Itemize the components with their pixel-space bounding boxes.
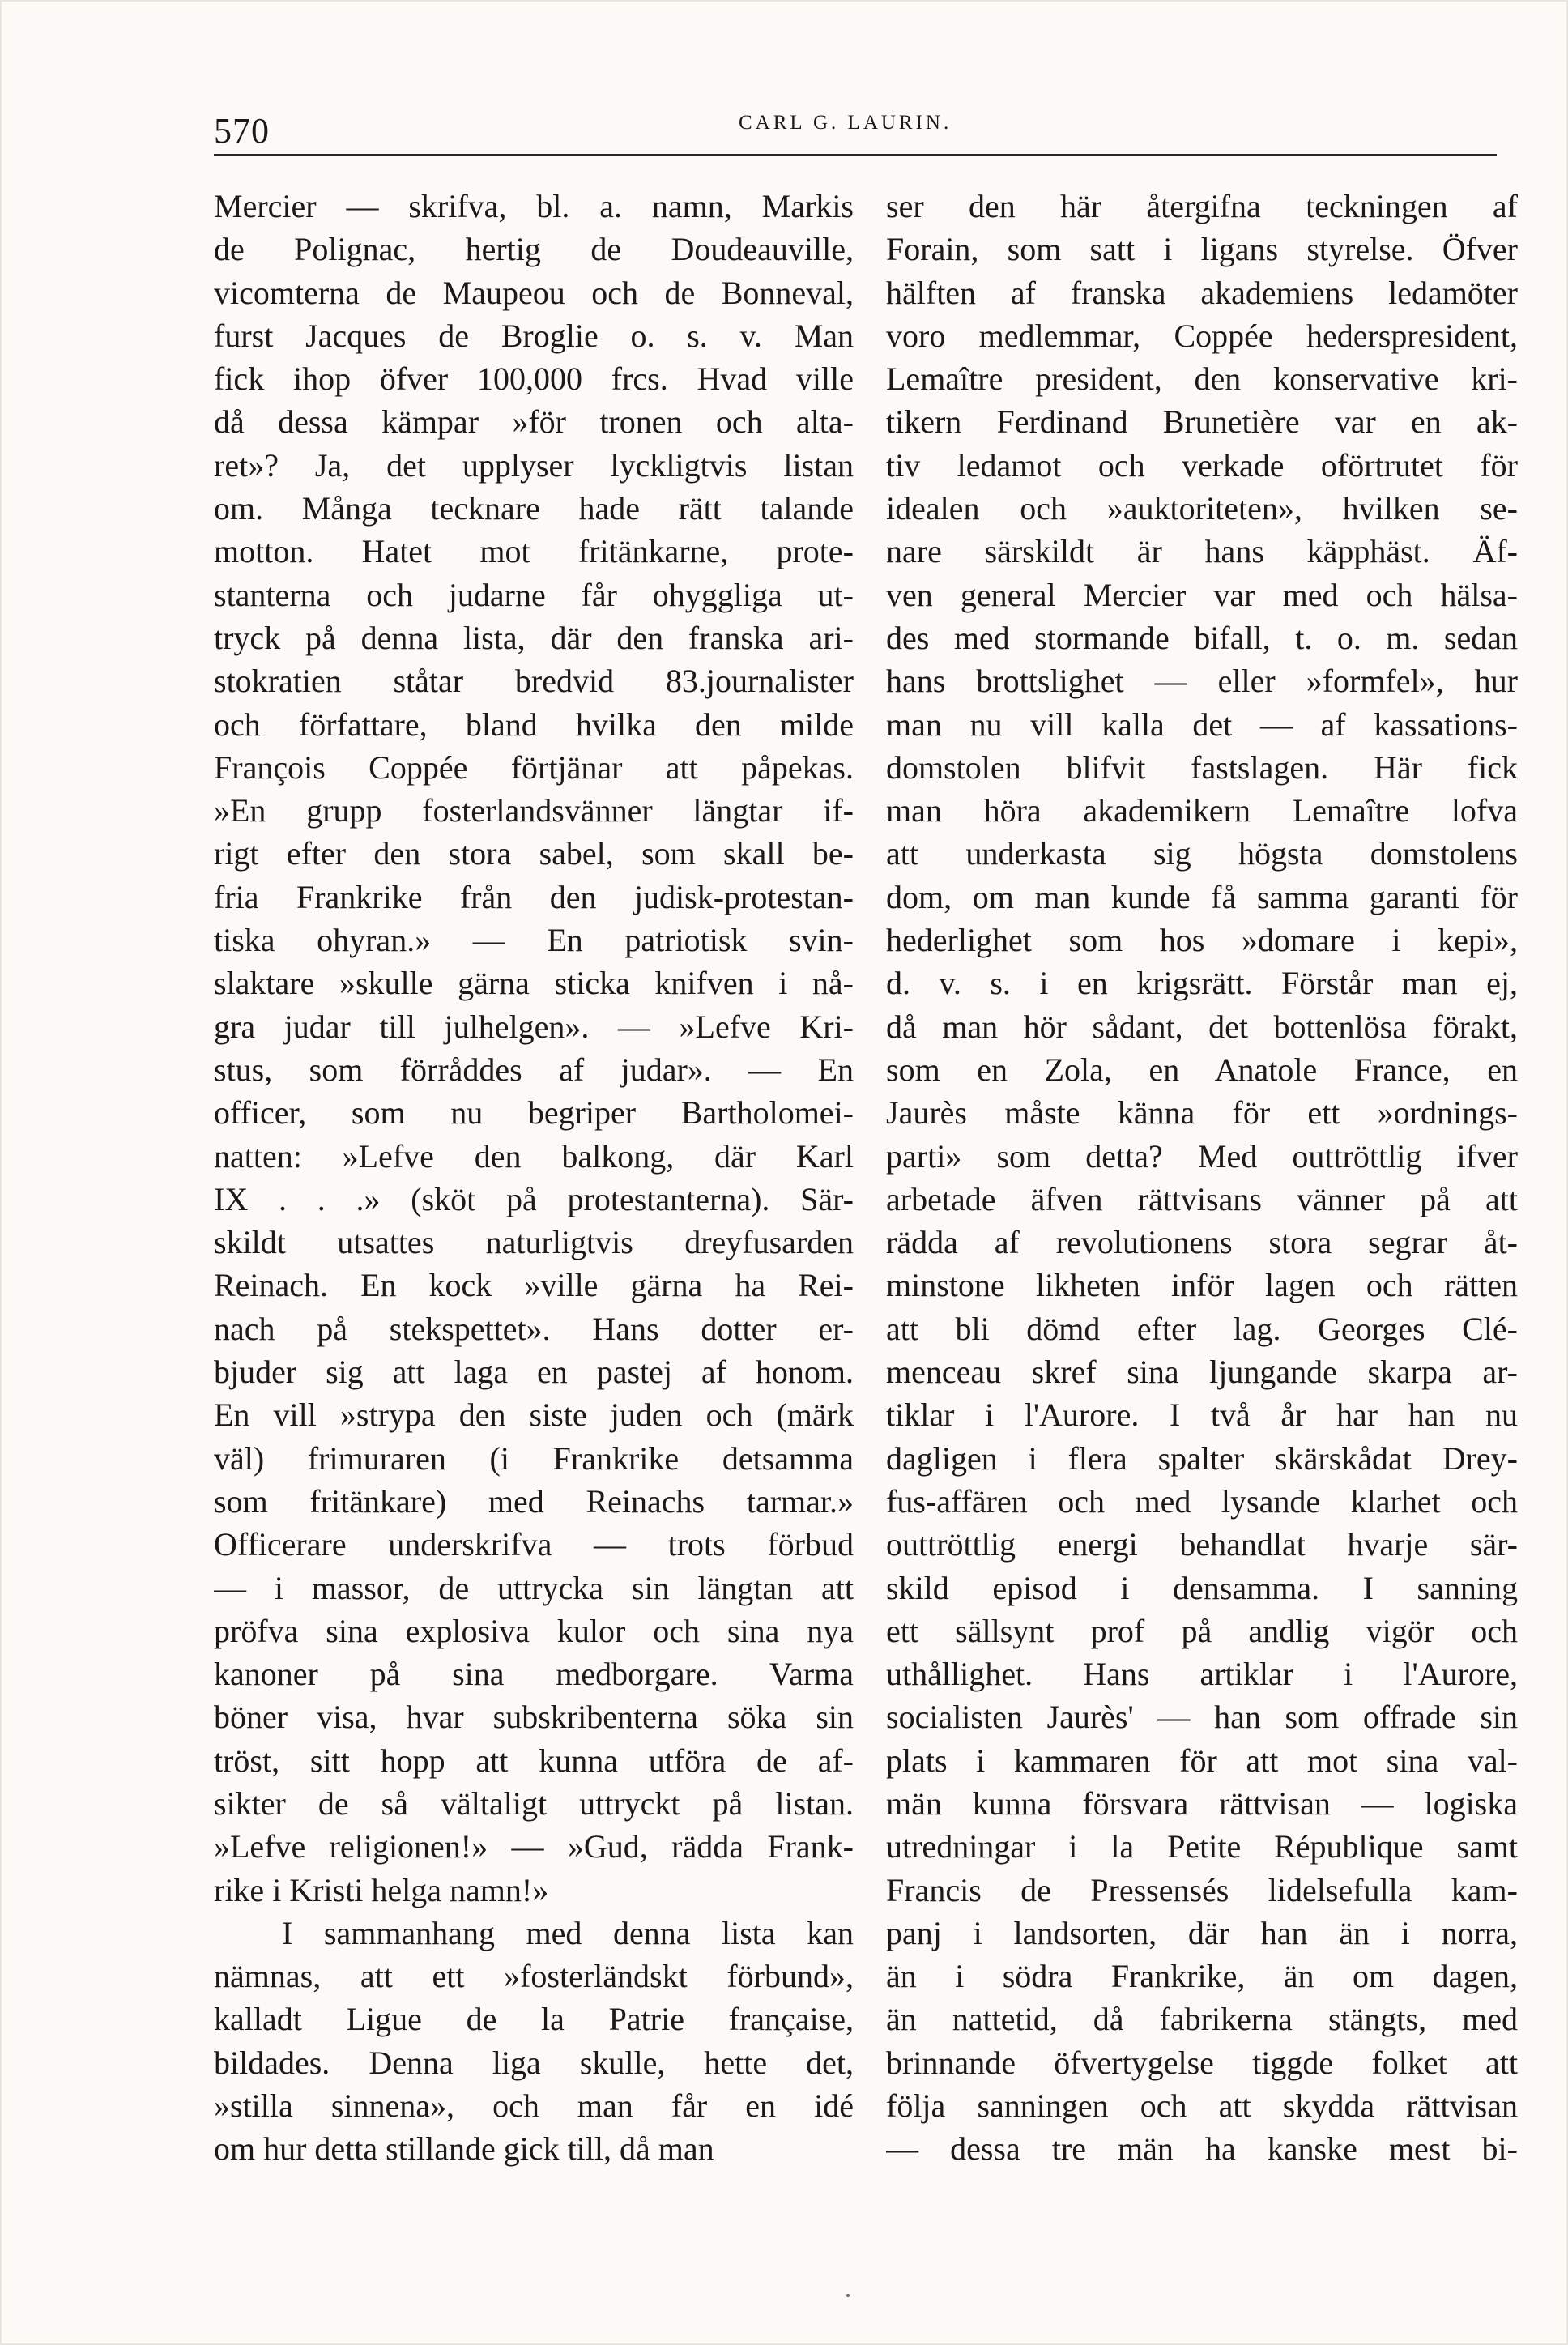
- page-header: [214, 104, 1497, 160]
- text-line: arbetade äfven rättvisans vänner på att: [886, 1180, 1518, 1217]
- text-line: om hur detta stillande gick till, då man: [214, 2130, 714, 2168]
- right-column: [886, 185, 1518, 2171]
- page-number: 570: [214, 111, 270, 151]
- text-line: voro medlemmar, Coppée hederspresident,: [886, 317, 1518, 354]
- text-line: hälften af franska akademiens ledamöter: [886, 274, 1518, 311]
- text-line: socialisten Jaurès' — han som offrade sin: [886, 1699, 1518, 1736]
- text-line: rike i Kristi helga namn!»: [214, 1871, 549, 1908]
- text-line: följa sanningen och att skydda rättvisan: [886, 2087, 1518, 2125]
- text-line: och författare, bland hvilka den milde: [214, 706, 854, 743]
- text-line: tiv ledamot och verkade oförtrutet för: [886, 446, 1518, 484]
- text-line: pröfva sina explosiva kulor och sina nya: [214, 1612, 854, 1649]
- text-line: tiska ohyran.» — En patriotisk svin-: [214, 922, 854, 959]
- text-line: — dessa tre män ha kanske mest bi-: [886, 2130, 1518, 2168]
- text-line: fria Frankrike från den judisk-protestan-: [214, 878, 854, 915]
- text-line: man höra akademikern Lemaître lofva: [886, 792, 1518, 829]
- text-line: Officerare underskrifva — trots förbud: [214, 1526, 854, 1563]
- text-line: rigt efter den stora sabel, som skall be-: [214, 835, 854, 872]
- text-line: Mercier — skrifva, bl. a. namn, Markis: [214, 188, 854, 224]
- text-line: Reinach. En kock »ville gärna ha Rei-: [214, 1267, 854, 1304]
- header-rule: [214, 154, 1497, 156]
- text-line: brinnande öfvertygelse tiggde folket att: [886, 2044, 1518, 2081]
- text-line: ret»? Ja, det upplyser lyckligtvis listan: [214, 446, 854, 484]
- text-line: minstone likheten inför lagen och rätten: [886, 1267, 1518, 1304]
- text-line: nämnas, att ett »fosterländskt förbund»,: [214, 1958, 854, 1995]
- text-line: nare särskildt är hans käpphäst. Äf-: [886, 533, 1518, 570]
- text-line: bildades. Denna liga skulle, hette det,: [214, 2044, 854, 2081]
- text-line: tröst, sitt hopp att kunna utföra de af-: [214, 1742, 854, 1779]
- text-line: motton. Hatet mot fritänkarne, prote-: [214, 533, 854, 570]
- text-line: officer, som nu begriper Bartholomei-: [214, 1094, 854, 1132]
- text-line: menceau skref sina ljungande skarpa ar-: [886, 1354, 1518, 1391]
- text-line: att bli dömd efter lag. Georges Clé-: [886, 1310, 1518, 1347]
- text-line: natten: »Lefve den balkong, där Karl: [214, 1137, 854, 1175]
- text-line: stokratien ståtar bredvid 83.journalister: [214, 663, 854, 700]
- text-line: hederlighet som hos »domare i kepi»,: [886, 922, 1518, 959]
- text-line: slaktare »skulle gärna sticka knifven i nå-: [214, 965, 854, 1002]
- page-speck: [846, 2294, 850, 2297]
- text-line: gra judar till julhelgen». — »Lefve Kri-: [214, 1008, 854, 1045]
- text-line: skild episod i densamma. I sanning: [886, 1569, 1518, 1606]
- text-line: fick ihop öfver 100,000 frcs. Hvad ville: [214, 360, 854, 398]
- running-head: CARL G. LAURIN.: [739, 112, 952, 134]
- text-line: I sammanhang med denna lista kan: [282, 1914, 854, 1951]
- text-line: än i södra Frankrike, än om dagen,: [886, 1958, 1518, 1995]
- text-line: Francis de Pressensés lidelsefulla kam-: [886, 1871, 1518, 1908]
- text-line: — i massor, de uttrycka sin längtan att: [214, 1569, 854, 1606]
- text-line: tryck på denna lista, där den franska ari-: [214, 619, 854, 656]
- text-line: dom, om man kunde få samma garanti för: [886, 878, 1518, 915]
- left-column: [214, 185, 854, 2171]
- text-line: »En grupp fosterlandsvänner längtar if-: [214, 792, 854, 829]
- text-line: män kunna försvara rättvisan — logiska: [886, 1784, 1518, 1822]
- text-line: François Coppée förtjänar att påpekas.: [214, 748, 854, 786]
- text-line: kanoner på sina medborgare. Varma: [214, 1656, 854, 1693]
- text-line: plats i kammaren för att mot sina val-: [886, 1742, 1518, 1779]
- text-line: Lemaître president, den konservative kri-: [886, 360, 1518, 398]
- text-line: d. v. s. i en krigsrätt. Förstår man ej,: [886, 965, 1518, 1002]
- text-line: rädda af revolutionens stora segrar åt-: [886, 1224, 1518, 1261]
- text-line: de Polignac, hertig de Doudeauville,: [214, 231, 854, 268]
- text-line: vicomterna de Maupeou och de Bonneval,: [214, 274, 854, 311]
- text-line: sikter de så vältaligt uttryckt på listan.: [214, 1784, 854, 1822]
- text-line: stanterna och judarne får ohyggliga ut-: [214, 576, 854, 613]
- text-line: uthållighet. Hans artiklar i l'Aurore,: [886, 1656, 1518, 1693]
- text-line: idealen och »auktoriteten», hvilken se-: [886, 490, 1518, 527]
- text-line: bjuder sig att laga en pastej af honom.: [214, 1354, 854, 1391]
- text-line: tiklar i l'Aurore. I två år har han nu: [886, 1396, 1518, 1434]
- text-line: som en Zola, en Anatole France, en: [886, 1051, 1518, 1088]
- text-line: tikern Ferdinand Brunetière var en ak-: [886, 403, 1518, 441]
- text-line: »stilla sinnena», och man får en idé: [214, 2087, 854, 2125]
- text-line: Forain, som satt i ligans styrelse. Öfver: [886, 231, 1518, 268]
- text-line: ett sällsynt prof på andlig vigör och: [886, 1612, 1518, 1649]
- text-line: böner visa, hvar subskribenterna söka sin: [214, 1699, 854, 1736]
- text-line: att underkasta sig högsta domstolens: [886, 835, 1518, 872]
- text-line: som fritänkare) med Reinachs tarmar.»: [214, 1482, 854, 1520]
- text-line: dagligen i flera spalter skärskådat Drey-: [886, 1439, 1518, 1477]
- text-line: väl) frimuraren (i Frankrike detsamma: [214, 1439, 854, 1477]
- text-line: outtröttlig energi behandlat hvarje sär-: [886, 1526, 1518, 1563]
- text-line: IX . . .» (sköt på protestanterna). Sär-: [214, 1180, 854, 1217]
- text-line: då man hör sådant, det bottenlösa förakt,: [886, 1008, 1518, 1045]
- text-line: stus, som förråddes af judar». — En: [214, 1051, 854, 1088]
- text-line: skildt utsattes naturligtvis dreyfusarden: [214, 1224, 854, 1261]
- text-line: ser den här återgifna teckningen af: [886, 188, 1518, 224]
- text-line: »Lefve religionen!» — »Gud, rädda Frank-: [214, 1828, 854, 1865]
- text-line: hans brottslighet — eller »formfel», hur: [886, 663, 1518, 700]
- text-line: domstolen blifvit fastslagen. Här fick: [886, 748, 1518, 786]
- text-line: nach på stekspettet». Hans dotter er-: [214, 1310, 854, 1347]
- text-line: En vill »strypa den siste juden och (märk: [214, 1396, 854, 1434]
- text-line: om. Många tecknare hade rätt talande: [214, 490, 854, 527]
- text-line: panj i landsorten, där han än i norra,: [886, 1914, 1518, 1951]
- text-line: kalladt Ligue de la Patrie française,: [214, 2001, 854, 2038]
- text-line: än nattetid, då fabrikerna stängts, med: [886, 2001, 1518, 2038]
- text-line: furst Jacques de Broglie o. s. v. Man: [214, 317, 854, 354]
- text-line: parti» som detta? Med outtröttlig ifver: [886, 1137, 1518, 1175]
- text-line: Jaurès måste känna för ett »ordnings-: [886, 1094, 1518, 1132]
- text-line: man nu vill kalla det — af kassations-: [886, 706, 1518, 743]
- text-line: då dessa kämpar »för tronen och alta-: [214, 403, 854, 441]
- text-line: des med stormande bifall, t. o. m. sedan: [886, 619, 1518, 656]
- text-line: ven general Mercier var med och hälsa-: [886, 576, 1518, 613]
- text-line: utredningar i la Petite République samt: [886, 1828, 1518, 1865]
- text-line: fus-affären och med lysande klarhet och: [886, 1482, 1518, 1520]
